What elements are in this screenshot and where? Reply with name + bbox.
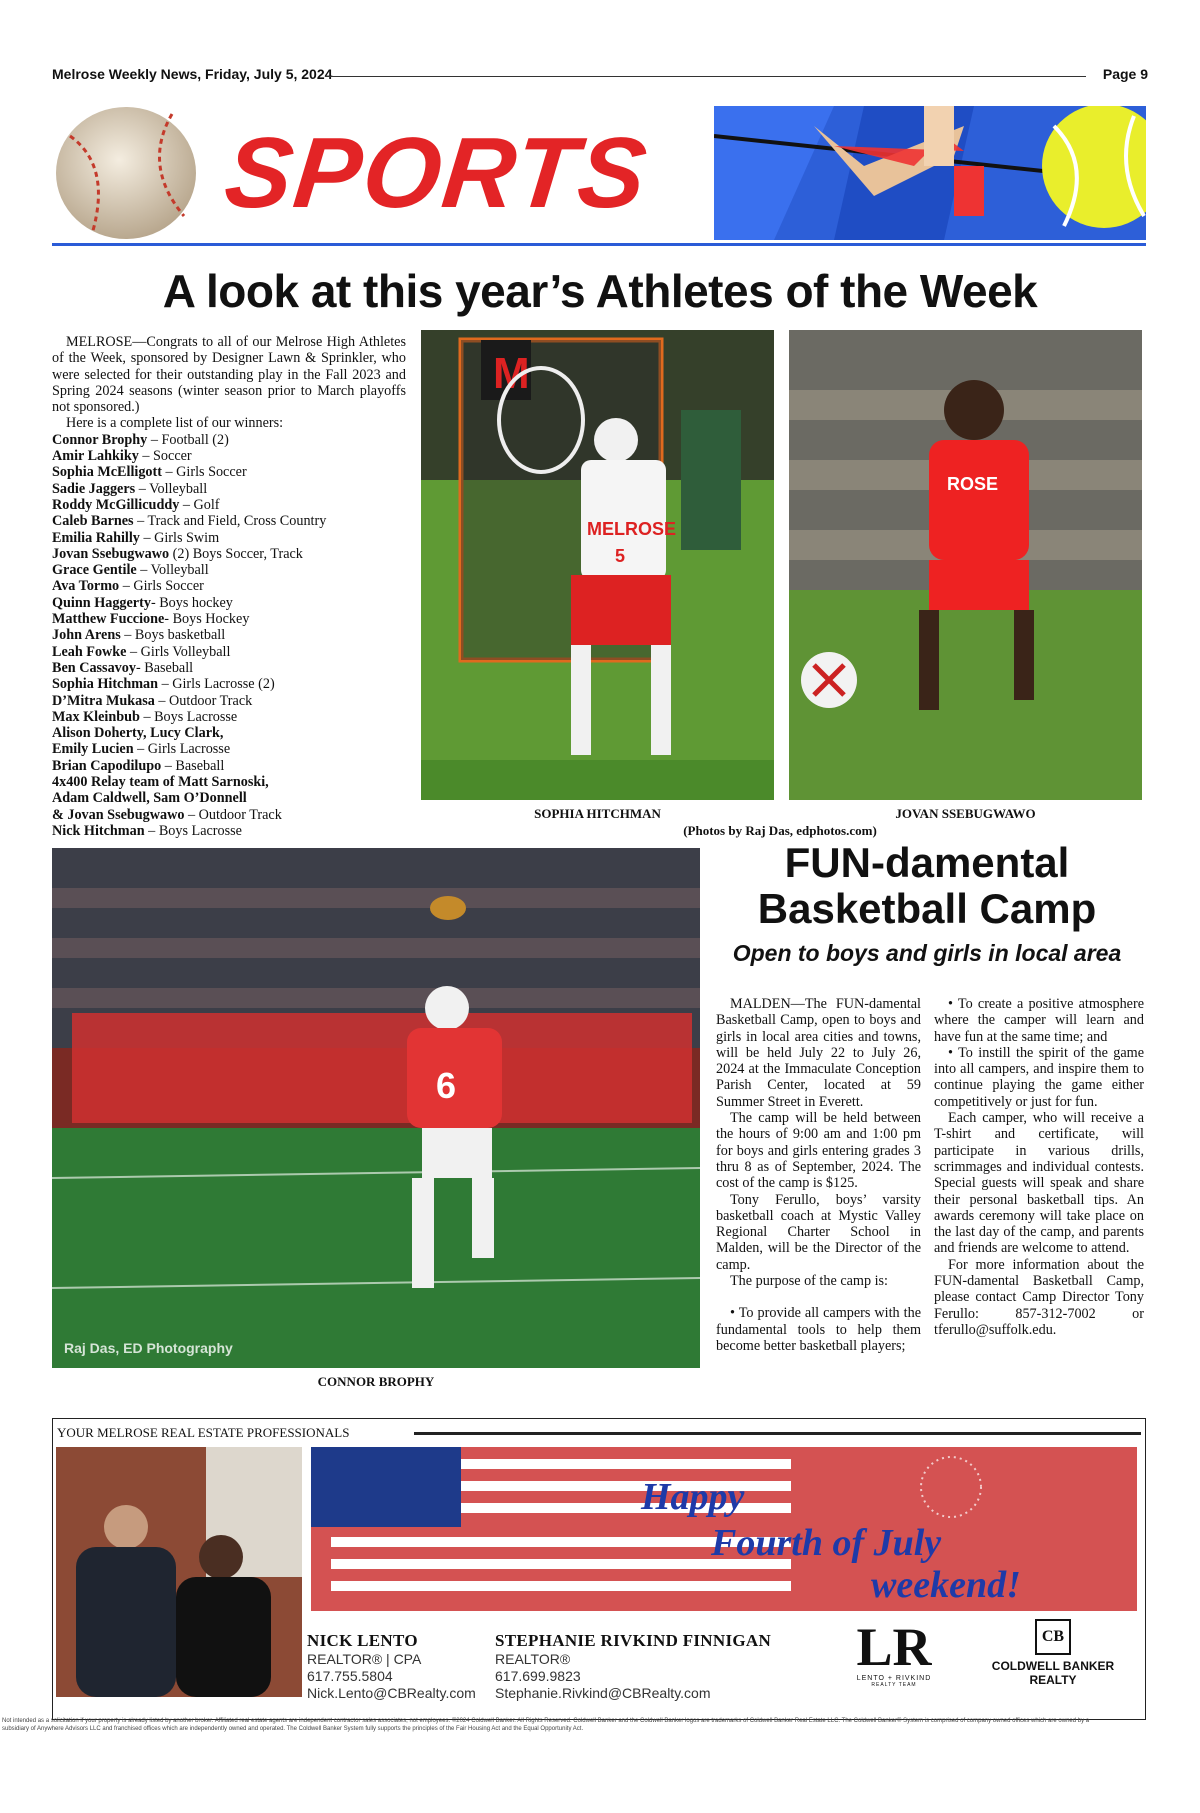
winner-name: Sophia McElligott: [52, 464, 162, 481]
ad-label: YOUR MELROSE REAL ESTATE PROFESSIONALS: [57, 1425, 350, 1440]
sports-banner: [52, 106, 1146, 246]
winner-item: [52, 497, 406, 513]
winner-item: [52, 676, 406, 692]
athletes-intro: [52, 334, 406, 839]
page-header: [52, 66, 1148, 88]
agent-title: REALTOR® | CPA: [307, 1651, 422, 1667]
photo-credit: (Photos by Raj Das, edphotos.com): [683, 823, 877, 838]
ad-rule: [414, 1432, 1141, 1435]
agent-phone[interactable]: 617.755.5804: [307, 1668, 393, 1684]
winner-name: Max Kleinbub: [52, 708, 140, 725]
winner-name: Ava Tormo: [52, 578, 120, 595]
winner-sport: - Baseball: [135, 659, 194, 676]
winner-name: Nick Hitchman: [52, 822, 145, 839]
winner-item: [52, 432, 406, 448]
winner-name: Leah Fowke: [52, 643, 127, 660]
agent-name: STEPHANIE RIVKIND FINNIGAN: [495, 1631, 772, 1650]
winner-name: Emily Lucien: [52, 741, 134, 758]
photo-connor-brophy: [52, 848, 700, 1368]
winner-item: [52, 611, 406, 627]
winner-name: Amir Lahkiky: [52, 448, 139, 465]
winner-item: [52, 758, 406, 774]
winner-item: [52, 595, 406, 611]
winner-name: Caleb Barnes: [52, 513, 134, 530]
winner-item: [52, 578, 406, 594]
winner-name: Sadie Jaggers: [52, 480, 136, 497]
winner-item: [52, 823, 406, 839]
sports-title: SPORTS: [220, 117, 654, 229]
agent-email[interactable]: Stephanie.Rivkind@CBRealty.com: [495, 1685, 711, 1701]
camp-paragraph: • To provide all campers with the fundamental tools to help them become better basketball players;: [716, 1305, 921, 1354]
winner-sport: – Girls Swim: [139, 529, 220, 546]
winner-name: Matthew Fuccione: [52, 611, 165, 628]
fourth-of-july-banner: [311, 1447, 1137, 1611]
page-number: Page 9: [1102, 66, 1148, 82]
agents-photo: [56, 1447, 302, 1697]
winner-item: [52, 448, 406, 464]
winner-item: [52, 644, 406, 660]
winner-item: [52, 709, 406, 725]
winner-sport: – Girls Lacrosse (2): [158, 676, 275, 693]
camp-paragraph: For more information about the FUN-damental Basketball Camp, please contact Camp Director Tony Ferullo: 857-312-7002 or tferullo@suffolk.edu.: [934, 1256, 1144, 1338]
winner-name: Jovan Ssebugwawo: [52, 545, 170, 562]
winner-item: [52, 741, 406, 757]
page-headline: A look at this year’s Athletes of the Week: [162, 265, 1038, 317]
winner-sport: (2) Boys Soccer, Track: [169, 545, 303, 562]
photo-sophia-hitchman: [421, 330, 774, 800]
winner-item: [52, 481, 406, 497]
winner-sport: – Girls Lacrosse: [133, 741, 231, 758]
cb-name-2: REALTY: [1029, 1673, 1077, 1687]
jersey-num-1: 5: [615, 546, 626, 566]
winner-list: [52, 432, 406, 839]
agent-stephanie-rivkind: [495, 1631, 771, 1702]
baseball-icon: [52, 106, 200, 240]
camp-paragraph: Each camper, who will receive a T-shirt and certificate, will participate in various drills, scrimmages and individual contests. Special guests will speak and share their personal basketball tips. An awards ceremony will take place on the last day of the camp, and parents and friends are welcome to attend.: [934, 1110, 1144, 1257]
coldwell-banker-logo: [973, 1619, 1133, 1687]
winner-sport: – Volleyball: [136, 562, 209, 579]
jersey-text-2: ROSE: [947, 474, 999, 494]
winner-sport: – Volleyball: [135, 480, 208, 497]
camp-paragraph: • To create a positive atmosphere where the camper will learn and have fun at the same time; and: [934, 996, 1144, 1045]
photo-watermark: Raj Das, ED Photography: [64, 1340, 233, 1356]
logo-m-letter: M: [493, 349, 530, 398]
camp-column-2: [934, 996, 1144, 1338]
cb-mark: CB: [1035, 1619, 1071, 1655]
winner-sport: - Boys Hockey: [164, 611, 250, 628]
winner-name: Alison Doherty, Lucy Clark,: [52, 725, 224, 742]
agent-nick-lento: [307, 1631, 476, 1702]
winner-item: [52, 562, 406, 578]
intro-lead: MELROSE—Congrats to all of our Melrose High Athletes of the Week, sponsored by Designer Lawn & Sprinkler, who were selected for their outstanding play in the Fall 2023 and Spring 2024 seasons (winter season prior to March playoffs not sponsored.): [52, 334, 406, 416]
winner-sport: – Outdoor Track: [154, 692, 253, 709]
winner-name: Roddy McGillicuddy: [52, 496, 180, 513]
winner-sport: – Girls Volleyball: [126, 643, 231, 660]
greeting-happy: Happy: [641, 1476, 745, 1518]
greeting-fourth: Fourth of July: [711, 1522, 942, 1564]
winner-name: Sophia Hitchman: [52, 676, 159, 693]
lr-mark: LR: [856, 1617, 932, 1677]
winner-name: Ben Cassavoy: [52, 659, 136, 676]
winner-item: [52, 725, 406, 741]
winner-sport: - Boys hockey: [150, 594, 233, 611]
winner-sport: – Football (2): [147, 431, 229, 448]
winner-sport: – Outdoor Track: [184, 806, 282, 823]
camp-paragraph: The purpose of the camp is:: [730, 1273, 888, 1290]
camp-paragraph: MALDEN—The FUN-damental Basketball Camp, open to boys and girls in local area cities and towns, will be held July 22 to July 26, 2024 at the Immaculate Conception Parish Center, located at 59 Summer Street in Everett.: [716, 996, 921, 1110]
winner-sport: – Girls Soccer: [161, 464, 247, 481]
winner-item: [52, 774, 406, 790]
cb-name-1: COLDWELL BANKER: [991, 1659, 1115, 1673]
winner-sport: – Golf: [179, 496, 220, 513]
winner-name: Quinn Haggerty: [52, 594, 151, 611]
high-jump-illustration: [714, 106, 1146, 240]
agent-name: NICK LENTO: [307, 1631, 418, 1650]
camp-headline: FUN-damental Basketball Camp: [757, 839, 1097, 932]
camp-paragraph: The camp will be held between the hours of 9:00 am and 1:00 pm for boys and girls entering grades 3 thru 8 as of September, 2024. The cost of the camp is $125.: [716, 1110, 921, 1192]
ad-disclaimer: Not intended as a solicitation if your property is already listed by another broker. Affiliated real estate agents are independent contractor sales associates, not employees. ©2024 Coldwell Banker. All Rights Reserved. Coldwell Banker and the Coldwell Banker logos are trademarks of Coldwell Banker Real Estate LLC. The Coldwell Banker® System is comprised of company owned offices which are owned by a subsidiary of Anywhere Advisors LLC and franchised offices which are independently owned and operated. The Coldwell Banker System fully supports the principles of the Fair Housing Act and the Equal Opportunity Act.: [2, 1718, 1090, 1732]
winner-sport: – Girls Soccer: [119, 578, 204, 595]
winner-item: [52, 513, 406, 529]
winner-name: Brian Capodilupo: [52, 757, 162, 774]
winner-name: D’Mitra Mukasa: [52, 692, 155, 709]
winner-item: [52, 627, 406, 643]
lento-rivkind-logo: [839, 1619, 949, 1688]
camp-paragraph: Tony Ferullo, boys’ varsity basketball coach at Mystic Valley Regional Charter School in Malden, will be the Director of the camp.: [716, 1191, 921, 1273]
caption-connor-brophy: CONNOR BROPHY: [317, 1374, 435, 1389]
agent-phone[interactable]: 617.699.9823: [495, 1668, 581, 1684]
jersey-text-1: MELROSE: [587, 519, 677, 539]
winner-sport: – Baseball: [161, 757, 225, 774]
winner-name: 4x400 Relay team of Matt Sarnoski,: [52, 774, 269, 791]
header-rule: [325, 76, 1086, 77]
winner-sport: – Track and Field, Cross Country: [133, 513, 327, 530]
winner-sport: – Boys basketball: [120, 627, 226, 644]
photo-jovan-ssebugwawo: [789, 330, 1142, 800]
agent-email[interactable]: Nick.Lento@CBRealty.com: [307, 1685, 476, 1701]
caption-jovan-ssebugwawo: JOVAN SSEBUGWAWO: [895, 806, 1036, 821]
winner-item: [52, 693, 406, 709]
greeting-weekend: weekend!: [871, 1564, 1021, 1606]
winner-name: Emilia Rahilly: [52, 529, 140, 546]
winner-item: [52, 660, 406, 676]
winner-name: & Jovan Ssebugwawo: [52, 806, 185, 823]
winner-name: Adam Caldwell, Sam O’Donnell: [52, 790, 247, 807]
winner-item: [52, 546, 406, 562]
winner-name: Grace Gentile: [52, 562, 137, 579]
camp-column-1: [716, 996, 921, 1354]
lr-subcaption: REALTY TEAM: [871, 1682, 917, 1688]
real-estate-ad: [52, 1418, 1146, 1720]
winner-sport: – Boys Lacrosse: [144, 822, 242, 839]
winner-item: [52, 530, 406, 546]
caption-sophia-hitchman: SOPHIA HITCHMAN: [534, 806, 661, 821]
lr-caption: LENTO + RIVKIND: [856, 1675, 932, 1682]
camp-paragraph: • To instill the spirit of the game into all campers, and inspire them to continue playing the game either competitively or just for fun.: [934, 1044, 1144, 1110]
jersey-num-3: 6: [436, 1065, 457, 1106]
winner-item: [52, 807, 406, 823]
paper-name-date: Melrose Weekly News, Friday, July 5, 2024: [52, 66, 333, 82]
winner-item: [52, 464, 406, 480]
intro-list-heading: Here is a complete list of our winners:: [66, 415, 284, 432]
winner-sport: – Soccer: [138, 448, 192, 465]
camp-subheadline: Open to boys and girls in local area: [732, 940, 1122, 966]
winner-sport: – Boys Lacrosse: [139, 708, 238, 725]
winner-name: Connor Brophy: [52, 431, 148, 448]
agent-title: REALTOR®: [495, 1651, 571, 1667]
winner-item: [52, 790, 406, 806]
winner-name: John Arens: [52, 627, 121, 644]
